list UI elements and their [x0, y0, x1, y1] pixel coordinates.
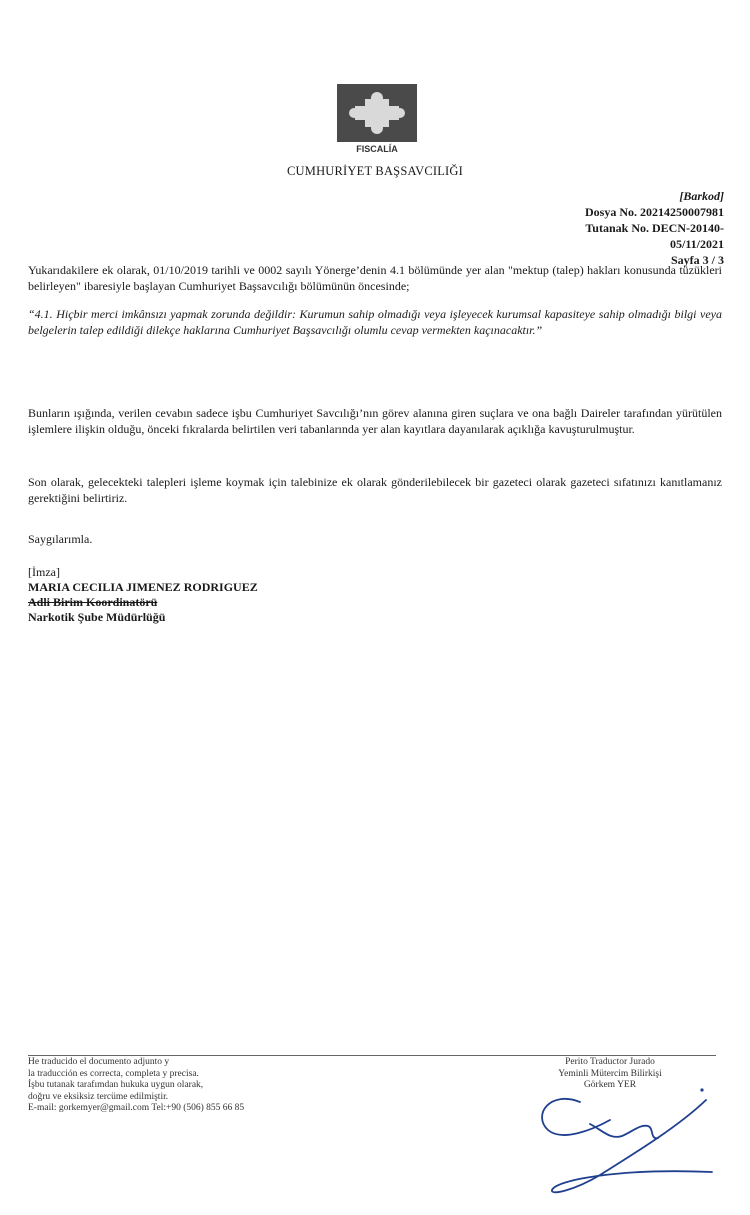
- logo-text: FISCALÍA: [356, 144, 398, 154]
- signature-block: [28, 565, 258, 625]
- footer-left-line: İşbu tutanak tarafımdan hukuka uygun olarak,: [28, 1080, 204, 1090]
- office-name: CUMHURİYET BAŞSAVCILIĞI: [286, 164, 464, 178]
- page-number: Sayfa 3 / 3: [670, 253, 724, 267]
- paragraph-4: Son olarak, gelecekteki talepleri işleme koymak için talebinize ek olarak gönderilebilecek bir gazeteci olarak gazeteci sıfatınızı kanıtlamanız gerektiğini belirtiriz.: [28, 475, 722, 505]
- barcode-label: [Barkod]: [679, 189, 724, 203]
- signer-department: Narkotik Şube Müdürlüğü: [28, 610, 166, 624]
- paragraph-3: Bunların ışığında, verilen cevabın sadece işbu Cumhuriyet Savcılığı’nın görev alanına giren suçlara ve ona bağlı Daireler tarafından yürütülen işlemlere ilişkin olduğu, önceki fıkralarda belirtilen veri tabanlarında yer alan kayıtlara dayanılarak açıklığa kavuşturulmuştur.: [28, 406, 722, 436]
- translator-role-es: Perito Traductor Jurado: [565, 1057, 655, 1067]
- signature-label: [İmza]: [28, 565, 60, 579]
- footer-contact: E-mail: gorkemyer@gmail.com Tel:+90 (506) 855 66 85: [28, 1103, 245, 1113]
- footer-left-line: He traducido el documento adjunto y: [28, 1057, 170, 1067]
- signer-title-struck: Adli Birim Koordinatörü: [28, 595, 158, 609]
- quoted-directive: “4.1. Hiçbir merci imkânsızı yapmak zorunda değildir: Kurumun sahip olmadığı veya işleyecek kurumsal kapasiteye sahip olmadığı bilgi veya belgelerin talep edildiği dilekçe haklarına Cumhuriyet Başsavcılığı olumlu cevap vermekten kaçınacaktır.”: [28, 307, 722, 337]
- handwritten-signature: [530, 1080, 720, 1200]
- fiscalia-logo: [337, 84, 417, 156]
- record-number-line2: 05/11/2021: [669, 237, 724, 251]
- footer-left-line: doğru ve eksiksiz tercüme edilmiştir.: [28, 1091, 169, 1102]
- translator-role-tr: Yeminli Mütercim Bilirkişi: [558, 1068, 662, 1079]
- translator-name: Görkem YER: [583, 1080, 637, 1090]
- footer-left-line: la traducción es correcta, completa y precisa.: [28, 1068, 199, 1079]
- translator-statement: [28, 1057, 244, 1115]
- record-number-line1: Tutanak No. DECN-20140-: [585, 221, 724, 235]
- signer-name: MARIA CECILIA JIMENEZ RODRIGUEZ: [28, 580, 258, 594]
- paragraph-1: Yukarıdakilere ek olarak, 01/10/2019 tarihli ve 0002 sayılı Yönerge’denin 4.1 bölümünde yer alan "mektup (talep) hakları konusunda tüzükleri belirleyen" ibaresiyle başlayan Cumhuriyet Başsavcılığı bölümünün öncesinde;: [28, 263, 722, 293]
- file-number: Dosya No. 20214250007981: [584, 205, 724, 219]
- footer-divider: [28, 1055, 716, 1056]
- document-meta: [484, 188, 724, 268]
- closing: Saygılarımla.: [28, 532, 93, 546]
